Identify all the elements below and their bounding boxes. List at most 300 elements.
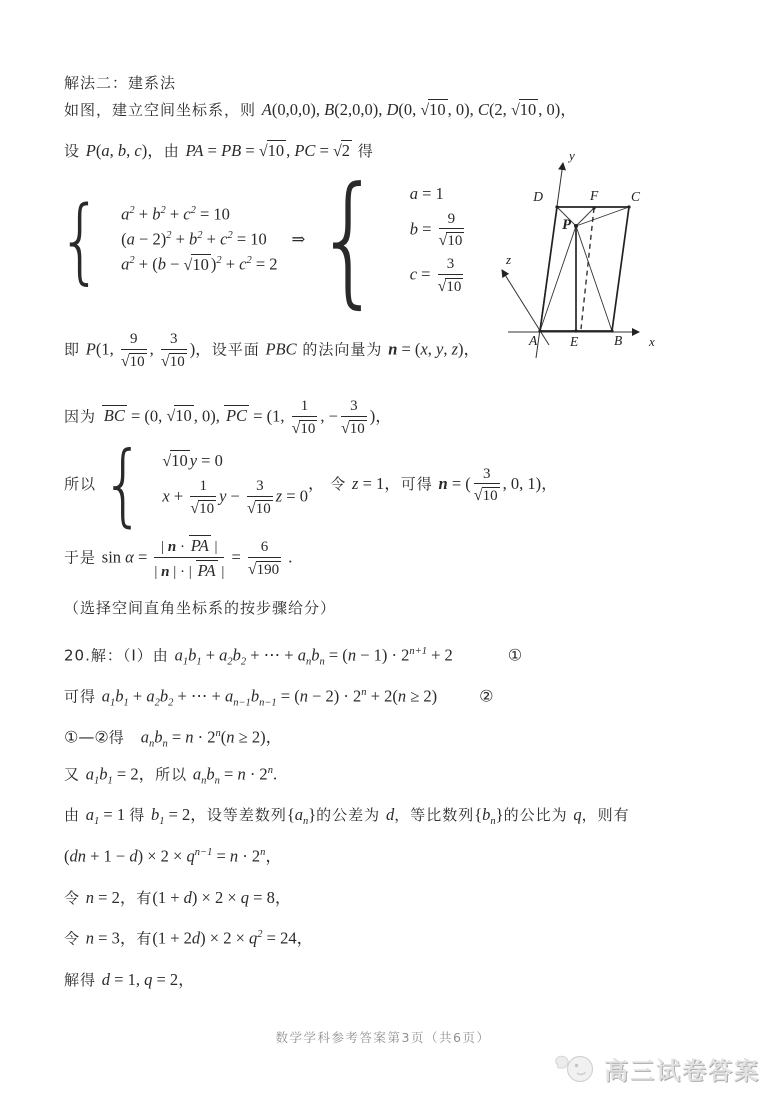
math-token: )， — [141, 141, 164, 160]
math-variable: y — [219, 486, 227, 506]
math-token: + 1 − — [86, 846, 130, 866]
math-token: , 0, 1)， — [502, 473, 558, 493]
text-run: 可得 — [400, 474, 439, 493]
math-variable: c — [183, 204, 191, 224]
radicand: 10 — [199, 500, 215, 517]
system-row — [121, 204, 277, 225]
superscript: 2 — [166, 230, 172, 242]
math-variable: b — [117, 141, 127, 160]
math-variable: a — [85, 805, 95, 824]
subscript: n — [490, 816, 496, 828]
radical-sign: √ — [120, 352, 130, 370]
math-variable: dn — [69, 846, 86, 866]
math-variable: b — [154, 727, 163, 747]
numerator — [190, 476, 216, 497]
radicand: 190 — [256, 561, 280, 578]
math-token: sin — [101, 547, 126, 567]
math-token: (1 + 2 — [152, 928, 192, 948]
superscript: n — [260, 847, 266, 858]
math-token: , − — [320, 406, 338, 426]
fraction — [161, 329, 187, 371]
subscript: 1 — [196, 656, 202, 668]
radical-sign: √ — [473, 487, 483, 505]
math-variable: n — [347, 645, 357, 665]
equation-system — [101, 431, 308, 536]
radicand: 10 — [447, 233, 463, 250]
math-token: · 2 — [238, 846, 261, 866]
denominator — [341, 417, 367, 438]
text-run: 可得 — [64, 687, 102, 706]
sqrt-radical — [184, 255, 211, 274]
radical-sign: √ — [183, 256, 193, 274]
math-token: ， — [265, 846, 282, 866]
p-connection-lines — [540, 207, 629, 331]
dashed-segment-f-to-base — [581, 208, 594, 329]
numerator — [161, 329, 187, 350]
line-q20-n2 — [64, 888, 291, 909]
subscript: 1 — [107, 775, 113, 787]
radical-sign: √ — [340, 419, 350, 437]
math-variable: b — [482, 805, 491, 824]
math-variable: a — [174, 645, 183, 665]
math-variable: a — [121, 254, 130, 274]
math-token: , — [149, 339, 158, 359]
sqrt-radical — [420, 100, 447, 119]
math-token: = — [203, 141, 222, 160]
sqrt-radical — [247, 498, 273, 517]
text-run: 20.解：（Ⅰ）由 — [64, 646, 175, 665]
math-bold-vector: n — [388, 339, 398, 359]
math-variable: z — [352, 473, 359, 493]
superscript: n — [361, 687, 367, 698]
math-variable: b — [311, 645, 320, 665]
subscript: 1 — [94, 816, 100, 828]
math-token: = — [167, 727, 186, 747]
math-variable: b — [250, 686, 260, 706]
z-axis — [502, 270, 549, 345]
math-token: = ( — [397, 339, 421, 359]
line-method-title — [64, 73, 176, 93]
line-q20-step4 — [64, 764, 277, 788]
math-token: { — [286, 805, 295, 824]
math-variable: b — [99, 764, 108, 784]
fraction — [439, 209, 465, 251]
text-run: 解得 — [64, 971, 102, 989]
math-token: , — [126, 141, 135, 160]
math-token: , 0), — [193, 406, 224, 426]
text-run: 设平面 — [211, 340, 266, 359]
x-axis-label: x — [649, 334, 655, 349]
math-variable: d — [101, 970, 111, 989]
denominator — [121, 350, 147, 371]
line-q20-step6 — [64, 846, 282, 867]
math-token: (2,0,0), — [334, 100, 387, 119]
label-a: A — [529, 333, 538, 348]
circled-number: ①—② — [64, 727, 109, 747]
sqrt-radical — [166, 406, 193, 425]
text-run: 令 — [64, 889, 86, 907]
subscript: 1 — [123, 697, 129, 709]
math-variable: D — [386, 100, 399, 119]
radical-sign: √ — [333, 143, 342, 160]
math-token: { — [474, 805, 483, 824]
math-variable: a — [146, 686, 155, 706]
radicand: 10 — [300, 420, 316, 437]
vector-overline: PA — [197, 560, 216, 580]
math-variable: n — [185, 727, 194, 747]
math-token: = 1， — [358, 473, 401, 493]
radicand: 10 — [255, 500, 271, 517]
math-token: = 2， — [94, 888, 137, 907]
math-token: , — [286, 141, 295, 160]
denominator — [248, 558, 281, 579]
math-token: = — [417, 218, 436, 238]
math-token: 1 — [199, 478, 207, 494]
math-token: = (0, — [126, 406, 167, 426]
math-variable: d — [191, 928, 201, 948]
segment-pc — [576, 207, 629, 226]
radicand: 2 — [341, 141, 351, 160]
denominator — [474, 484, 500, 505]
math-token: (0,0,0), — [271, 100, 325, 119]
radical-sign: √ — [420, 102, 430, 119]
sqrt-radical — [292, 418, 318, 437]
text-run: 有 — [136, 889, 153, 907]
math-variable: PBC — [265, 339, 297, 359]
radicand: 10 — [169, 353, 185, 370]
text-run: 得 — [352, 142, 374, 160]
sqrt-radical — [439, 230, 465, 249]
radical-sign: √ — [438, 232, 448, 250]
fraction — [121, 329, 147, 371]
math-token: , 0), — [447, 100, 478, 119]
system-brace: { — [58, 185, 103, 294]
math-variable: c — [220, 229, 228, 249]
math-variable: x — [162, 486, 170, 506]
math-token: = 24， — [262, 928, 314, 948]
coordinate-diagram — [473, 130, 685, 380]
system-row — [410, 209, 468, 251]
math-token: (0, — [398, 100, 421, 119]
math-variable: a — [294, 805, 303, 824]
math-variable: b — [409, 218, 418, 238]
text-run: 解法二：建系法 — [64, 74, 177, 92]
superscript: 2 — [257, 929, 263, 940]
math-token: + — [134, 204, 153, 224]
segment-pa — [540, 226, 576, 331]
superscript: n−1 — [194, 847, 213, 858]
subscript: n — [162, 738, 168, 750]
solid-edges — [540, 207, 629, 331]
math-variable: a — [192, 764, 202, 784]
math-token: = — [133, 547, 152, 567]
math-variable: q — [573, 805, 582, 824]
math-token: ) × 2 × — [137, 846, 187, 866]
math-token: ≥ 2)， — [234, 727, 283, 747]
text-run: ，则有 — [581, 806, 630, 824]
math-variable: x — [420, 339, 428, 359]
math-variable: n — [237, 764, 246, 784]
system-brace: { — [101, 431, 145, 536]
radicand: 10 — [192, 254, 209, 274]
text-run: 令 — [64, 929, 86, 948]
math-token: − 2) · 2 — [307, 686, 362, 706]
math-variable: b — [157, 254, 166, 274]
system-rows — [162, 447, 308, 522]
math-token: = 2， — [112, 764, 156, 784]
math-token: = ( — [447, 473, 471, 493]
math-token: )， — [189, 339, 212, 359]
text-run: 由 — [64, 806, 86, 824]
fraction — [247, 476, 273, 518]
math-token: ( — [121, 229, 127, 249]
denominator — [190, 497, 216, 518]
label-p: P — [562, 217, 571, 233]
numerator — [292, 396, 318, 417]
subscript: 2 — [240, 656, 247, 668]
math-token: + — [128, 686, 147, 706]
text-run: （选择空间直角坐标系的按步骤给分） — [64, 599, 337, 617]
math-token: ) — [210, 254, 217, 274]
numerator — [247, 476, 273, 497]
math-variable: b — [115, 686, 124, 706]
math-token: = 3， — [94, 928, 137, 948]
math-variable: c — [239, 254, 247, 274]
math-variable: a — [297, 645, 306, 665]
math-token: + ⋯ + — [173, 686, 225, 706]
text-run: 设等差数列 — [206, 806, 287, 824]
math-token: − 2) — [134, 229, 167, 249]
math-variable: a — [224, 686, 234, 706]
vector-overline: PC — [225, 406, 248, 426]
math-token: )， — [458, 339, 481, 359]
math-variable: n — [85, 888, 95, 907]
radical-sign: √ — [166, 408, 176, 426]
math-token: = (1, — [249, 406, 289, 426]
sqrt-radical — [121, 351, 147, 370]
equation-system — [58, 185, 278, 294]
math-variable: a — [219, 645, 228, 665]
numerator — [154, 535, 224, 558]
math-token: 3 — [170, 331, 178, 347]
denominator — [292, 417, 318, 438]
system-rows — [410, 180, 468, 300]
sqrt-radical — [161, 351, 187, 370]
math-variable: z — [275, 486, 283, 506]
math-token: ( — [95, 141, 102, 160]
math-token: + — [202, 229, 221, 249]
math-variable: b — [206, 764, 215, 784]
math-token: = ( — [276, 686, 300, 706]
math-token: 1 — [300, 398, 309, 414]
system-row — [410, 254, 468, 296]
line-setup-coordinates — [64, 100, 577, 121]
math-token: + ⋯ + — [246, 645, 298, 665]
subscript: 2 — [154, 697, 160, 709]
subscript: n — [303, 816, 309, 828]
math-token: = 10 — [232, 229, 267, 249]
text-run: ，等比数列 — [394, 806, 475, 824]
math-token: + — [221, 254, 240, 274]
radicand: 10 — [446, 279, 462, 296]
math-token: ≥ 2) — [406, 686, 438, 706]
radicand: 10 — [482, 488, 498, 505]
radical-sign: √ — [291, 419, 301, 437]
label-c: C — [631, 189, 641, 204]
line-grading-note — [64, 598, 336, 618]
fraction — [248, 537, 281, 579]
math-token: · — [176, 539, 189, 555]
text-run: 如图，建立空间坐标系，则 — [64, 101, 262, 119]
superscript: 2 — [190, 205, 196, 217]
y-axis-label: y — [569, 148, 575, 163]
math-token: = — [241, 141, 259, 160]
text-run: 的法向量为 — [296, 340, 389, 359]
superscript: 2 — [246, 255, 252, 267]
math-token: (1, — [95, 339, 118, 359]
math-token: = — [315, 141, 333, 160]
line-system-normal — [64, 431, 558, 536]
math-token: = 1 — [99, 805, 130, 824]
denominator — [438, 275, 464, 296]
sqrt-radical — [511, 100, 538, 119]
point-e — [574, 329, 577, 332]
math-token: ) × 2 × — [200, 928, 250, 948]
math-token: 3 — [446, 256, 455, 273]
edge-bc — [612, 207, 629, 331]
vector-overline: BC — [103, 406, 125, 426]
math-token: , — [427, 339, 437, 359]
text-run: 由 — [163, 142, 186, 160]
numerator — [474, 464, 500, 485]
math-token: = 1, — [110, 970, 145, 989]
math-token: | · | — [169, 563, 196, 580]
math-variable: b — [159, 686, 169, 706]
subscript: n — [319, 656, 325, 668]
subscript: 2 — [227, 656, 233, 668]
edge-ad — [540, 207, 557, 331]
math-bold-vector: n — [161, 563, 170, 580]
math-variable: b — [188, 645, 197, 665]
sqrt-radical — [162, 451, 189, 470]
line-q20-solve — [64, 970, 195, 991]
math-token: (1 + — [152, 888, 184, 907]
math-token: + — [171, 229, 190, 249]
math-token: = 2 — [251, 254, 278, 274]
axes — [502, 163, 639, 358]
math-token: | — [210, 539, 218, 555]
fraction — [438, 254, 464, 296]
radical-sign: √ — [437, 278, 447, 296]
label-d: D — [533, 189, 543, 204]
math-variable: n — [85, 928, 95, 948]
math-variable: y — [436, 339, 444, 359]
line-q20-n3 — [64, 928, 313, 949]
math-variable: q — [240, 888, 250, 907]
subscript: n — [214, 775, 220, 787]
circled-number: ① — [507, 645, 523, 665]
sqrt-radical — [341, 418, 367, 437]
math-variable: a — [409, 184, 418, 203]
fraction — [190, 476, 216, 518]
math-token: + 2( — [366, 686, 398, 706]
math-variable: b — [151, 805, 160, 824]
line-q20-step2 — [64, 686, 493, 710]
superscript: 2 — [160, 205, 166, 217]
fraction — [474, 464, 500, 506]
text-run: 得 — [129, 806, 151, 824]
text-run: 设 — [64, 142, 86, 160]
math-token: ， — [307, 473, 325, 493]
math-token: = 2， — [164, 805, 207, 824]
math-variable: PB — [221, 141, 242, 160]
math-token: + ( — [134, 254, 158, 274]
line-point-p-normal — [64, 329, 480, 371]
math-token: + 2 — [426, 645, 453, 665]
math-token: ) × 2 × — [191, 888, 241, 907]
subscript: 1 — [159, 816, 165, 828]
subscript: n — [201, 775, 207, 787]
subscript: n−1 — [259, 697, 277, 709]
equation-system — [315, 156, 467, 322]
circled-number: ② — [479, 686, 494, 706]
system-row — [121, 229, 277, 250]
radicand: 10 — [349, 420, 365, 437]
radicand: 10 — [429, 100, 446, 119]
system-brace: { — [315, 156, 384, 322]
radical-sign: √ — [246, 499, 256, 517]
sqrt-radical — [190, 498, 216, 517]
math-variable: b — [232, 645, 241, 665]
math-token: 9 — [447, 210, 456, 227]
sqrt-radical — [259, 141, 286, 160]
fraction — [341, 396, 367, 438]
subscript: 1 — [182, 656, 189, 668]
math-variable: α — [125, 547, 134, 567]
math-token: = — [417, 264, 435, 284]
math-variable: a — [85, 764, 95, 784]
math-token: = 8， — [249, 888, 292, 907]
math-token: = 1 — [417, 184, 444, 203]
math-token: , 0)， — [538, 100, 577, 119]
superscript: 2 — [216, 255, 222, 267]
math-token: = — [212, 846, 230, 866]
superscript: 2 — [227, 230, 233, 242]
sqrt-radical — [474, 485, 500, 504]
superscript: n — [215, 728, 221, 739]
radical-sign: √ — [190, 499, 200, 517]
math-token: − — [165, 254, 184, 274]
math-variable: b — [152, 204, 161, 224]
math-token: . — [284, 547, 293, 567]
denominator — [439, 229, 465, 250]
point-p — [574, 224, 578, 228]
math-variable: B — [324, 100, 335, 119]
math-token: − — [226, 486, 244, 506]
numerator — [439, 209, 465, 230]
math-variable: n — [226, 727, 235, 747]
label-f: F — [590, 188, 599, 203]
math-token: = — [227, 547, 245, 567]
system-row — [162, 476, 308, 518]
line-q20-step1 — [64, 645, 522, 669]
point-c — [627, 205, 630, 208]
math-token: ⇒ — [291, 229, 306, 249]
radicand: 10 — [267, 141, 285, 160]
math-token: , — [109, 141, 118, 160]
text-run: 因为 — [64, 407, 102, 426]
math-variable: d — [129, 846, 138, 866]
